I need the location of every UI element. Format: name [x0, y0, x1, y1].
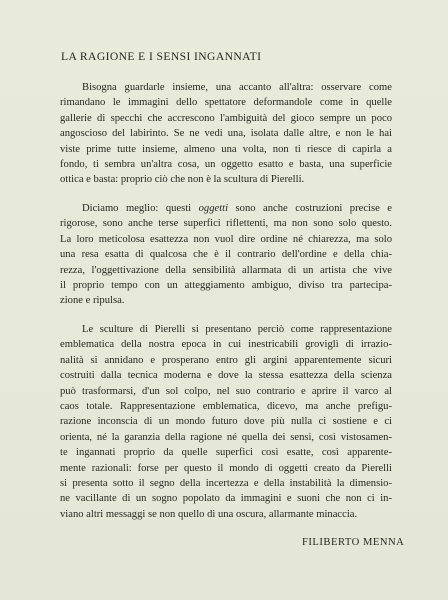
paragraph-line: Le sculture di Pierelli si presentano perciò come rappresentazione	[82, 324, 392, 335]
paragraph-line: si presenta sotto il segno della incertezza e della instabilità la dimensio-	[60, 477, 392, 489]
paragraph-1	[60, 80, 392, 188]
paragraph-line: viste prime tutte insieme, almeno una volta, non ti riesce di capirla a	[60, 143, 392, 155]
paragraph-2	[60, 201, 392, 309]
paragraph-line: viano altri messaggi se non quello di una oscura, allarmante minaccia.	[60, 508, 358, 520]
paragraph-line: può trasformarsi, d'un sol colpo, nel suo contrario e aprire il varco al	[60, 385, 392, 397]
paragraph-line: mente razionali: forse per questo il mondo di oggetti creato da Pierelli	[60, 462, 392, 474]
paragraph-line: zione e ripulsa.	[60, 295, 125, 307]
paragraph-line-part: Diciamo meglio: questi	[82, 203, 199, 214]
paragraph-line: il proprio tempo con un atteggiamento ambiguo, diviso tra partecipa-	[60, 279, 392, 291]
paragraph-line: angoscioso del labirinto. Se ne vedi una, isolata dalle altre, e non le hai	[60, 128, 392, 140]
paragraph-line: fondo, ti sembra un'altra cosa, un oggetto esatto e basta, una superficie	[60, 158, 392, 170]
paragraph-line: una resa esatta di qualcosa che è il contrario dell'ordine e della chia-	[60, 249, 392, 261]
paragraph-line: gallerie di specchi che accrescono l'ambiguità del gioco sempre un poco	[60, 112, 392, 124]
paragraph-line: caos totale. Rappresentazione emblematica, dicevo, ma anche prefigu-	[60, 400, 392, 412]
paragraph-line: emblematica della nostra epoca in cui inestricabili groviglì di irrazio-	[60, 339, 392, 351]
paragraph-line: nalità si annidano e prosperano entro gli argini apparentemente sicuri	[60, 354, 392, 366]
paragraph-line-with-emphasis	[60, 201, 392, 216]
essay-title: LA RAGIONE E I SENSI INGANNATI	[61, 50, 262, 63]
paragraph-line-part: sono anche costruzioni precise e	[228, 203, 392, 214]
paragraph-line: costruiti dalla tecnica moderna e dove la stessa esattezza della scienza	[60, 370, 392, 382]
author-signature: FILIBERTO MENNA	[302, 537, 405, 548]
paragraph-line: rimandano le immagini dello spettatore deformandole come in quelle	[60, 97, 392, 109]
paragraph-line: ne vacillante di un sogno popolato da immagini e suoni che non ci in-	[60, 493, 392, 505]
paragraph-line: rezza, l'oggettivazione della sensibilità allarmata di un artista che vive	[60, 264, 392, 276]
paragraph-line: rigorose, sono anche terse superfici riflettenti, ma non sono solo questo.	[60, 218, 392, 230]
paragraph-line: te ingannati proprio da quelle superfici così esatte, così apparente-	[60, 447, 392, 459]
paragraph-line: La loro meticolosa esattezza non vuol dire ordine né chiarezza, ma solo	[60, 233, 392, 245]
paragraph-line: ottica e basta: proprio ciò che non è la scultura di Pierelli.	[60, 174, 305, 186]
paragraph-3	[60, 322, 392, 522]
paragraph-line: razione inconscia di un mondo futuro dove più nulla ci sostiene e ci	[60, 416, 392, 428]
paragraph-line: Bisogna guardarle insieme, una accanto all'altra: osservare come	[82, 82, 392, 93]
emphasis-oggetti: oggetti	[198, 203, 229, 214]
paragraph-line: orienta, né la garanzia della ragione né quella dei sensi, così vistosamen-	[60, 431, 392, 443]
